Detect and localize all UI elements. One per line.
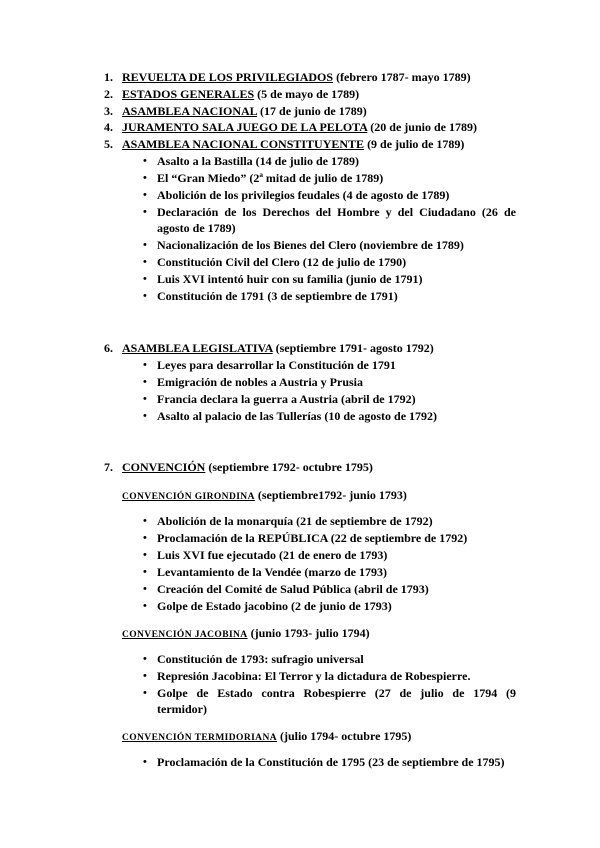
bullet-icon: • [143,756,147,768]
subsection-dates: (julio 1794- octubre 1795) [276,729,412,743]
list-item: Levantamiento de la Vendée (marzo de 1793) [157,565,387,579]
subsection-dates: (septiembre1792- junio 1793) [254,488,407,502]
bullet-icon: • [143,566,147,578]
section-dates: (5 de mayo de 1789) [254,87,360,101]
section-title: ASAMBLEA LEGISLATIVA [122,341,273,355]
section-number: 7. [104,460,113,474]
section-number: 3. [104,104,113,118]
section-number: 6. [104,341,113,355]
list-item: Leyes para desarrollar la Constitución de 1791 [157,358,396,372]
section-title: ASAMBLEA NACIONAL CONSTITUYENTE [122,137,365,151]
list-item: Asalto a la Bastilla (14 de julio de 1789) [157,154,360,168]
list-item: Golpe de Estado jacobino (2 de junio de 1793) [157,599,392,613]
list-item: Nacionalización de los Bienes del Clero (noviembre de 1789) [157,238,464,252]
section-dates: (septiembre 1791- agosto 1792) [272,341,434,355]
bullet-icon: • [143,376,147,388]
list-item: Constitución de 1791 (3 de septiembre de 1791) [157,289,398,303]
bullet-icon: • [143,670,147,682]
bullet-icon: • [143,256,147,268]
list-item: Constitución de 1793: sufragio universal [157,652,364,666]
bullet-icon: • [143,273,147,285]
list-item: Creación del Comité de Salud Pública (abril de 1793) [157,582,429,596]
section-title: REVUELTA DE LOS PRIVILEGIADOS [122,70,334,84]
section-title: CONVENCIÓN [122,460,206,474]
section-heading [122,341,434,355]
bullet-icon: • [143,290,147,302]
bullet-icon: • [143,239,147,251]
list-item: Abolición de la monarquía (21 de septiembre de 1792) [157,514,433,528]
bullet-icon: • [143,549,147,561]
bullet-icon: • [143,189,147,201]
list-item-continuation: agosto de 1789) [157,221,236,235]
list-item: Proclamación de la Constitución de 1795 (23 de septiembre de 1795) [157,755,505,769]
bullet-icon: • [143,155,147,167]
section-heading [122,87,359,101]
subsection-title: CONVENCIÓN TERMIDORIANA [122,733,277,743]
section-dates: (9 de julio de 1789) [364,137,465,151]
section-number: 1. [104,70,113,84]
list-item: Represión Jacobina: El Terror y la dictadura de Robespierre. [157,669,471,683]
bullet-icon: • [143,172,147,184]
list-item: Declaración de los Derechos del Hombre y del Ciudadano (26 de [157,205,516,219]
bullet-icon: • [143,583,147,595]
section-title: JURAMENTO SALA JUEGO DE LA PELOTA [122,120,368,134]
section-heading [122,137,464,151]
bullet-icon: • [143,600,147,612]
list-item: Golpe de Estado contra Robespierre (27 de julio de 1794 (9 [157,686,516,700]
subsection-heading-jacobina [122,626,370,642]
section-heading [122,70,471,84]
subsection-dates: (junio 1793- julio 1794) [247,626,370,640]
list-item: Asalto al palacio de las Tullerías (10 de agosto de 1792) [157,409,438,423]
section-dates: (febrero 1787- mayo 1789) [333,70,471,84]
section-heading [122,460,373,474]
bullet-icon: • [143,410,147,422]
list-item: Abolición de los privilegios feudales (4 de agosto de 1789) [157,188,450,202]
section-dates: (17 de junio de 1789) [257,104,367,118]
list-item: Francia declara la guerra a Austria (abril de 1792) [157,392,416,406]
section-heading [122,104,367,118]
bullet-icon: • [143,532,147,544]
list-item: Luis XVI intentó huir con su familia (junio de 1791) [157,272,423,286]
section-dates: (20 de junio de 1789) [367,120,477,134]
bullet-icon: • [143,687,147,699]
list-item: Constitución Civil del Clero (12 de julio de 1790) [157,255,407,269]
bullet-icon: • [143,393,147,405]
list-item: El “Gran Miedo” (2ª mitad de julio de 1789) [157,171,384,185]
section-number: 2. [104,87,113,101]
section-dates: (septiembre 1792- octubre 1795) [205,460,373,474]
list-item: Luis XVI fue ejecutado (21 de enero de 1793) [157,548,388,562]
list-item: Proclamación de la REPÚBLICA (22 de septiembre de 1792) [157,531,468,545]
section-number: 4. [104,120,113,134]
section-number: 5. [104,137,113,151]
section-heading [122,120,477,134]
subsection-title: CONVENCIÓN GIRONDINA [122,492,255,502]
subsection-heading-girondina [122,488,407,504]
section-title: ESTADOS GENERALES [122,87,255,101]
bullet-icon: • [143,206,147,218]
bullet-icon: • [143,515,147,527]
subsection-title: CONVENCIÓN JACOBINA [122,630,248,640]
section-title: ASAMBLEA NACIONAL [122,104,258,118]
list-item-continuation: termidor) [157,702,207,716]
subsection-heading-termidoriana [122,729,411,745]
bullet-icon: • [143,653,147,665]
bullet-icon: • [143,359,147,371]
list-item: Emigración de nobles a Austria y Prusia [157,375,364,389]
